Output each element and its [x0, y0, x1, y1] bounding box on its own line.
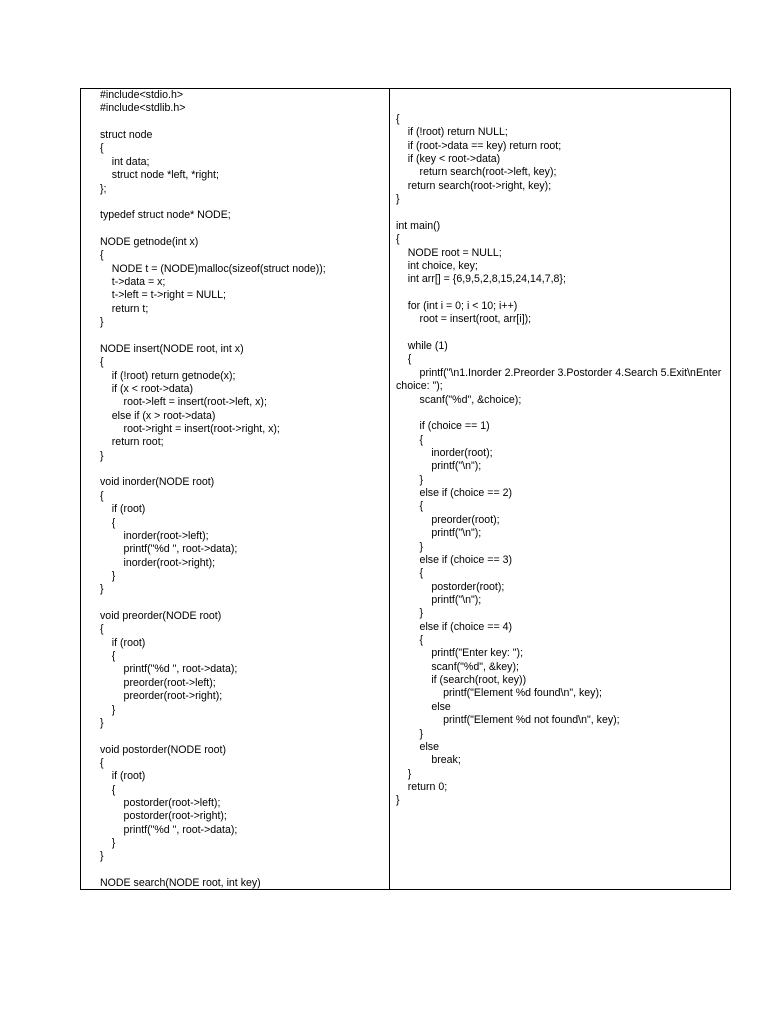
code-line: inorder(root);: [396, 446, 493, 459]
code-line: int choice, key;: [396, 259, 478, 272]
code-line: return root;: [100, 436, 164, 449]
code-line: {: [396, 113, 400, 125]
code-line: else: [396, 700, 451, 713]
code-line: #include<stdio.h>: [100, 89, 184, 101]
code-line: printf("\n");: [396, 527, 482, 540]
code-line: int main(): [396, 219, 441, 232]
code-line: else if (x > root->data): [100, 409, 216, 422]
code-line: root->right = insert(root->right, x);: [100, 422, 280, 435]
code-line: }: [100, 569, 116, 582]
code-line: {: [100, 783, 116, 796]
code-line: int arr[] = {6,9,5,2,8,15,24,14,7,8};: [396, 273, 566, 286]
code-line: printf("\n1.Inorder 2.Preorder 3.Postorder 4.Search 5.Exit\nEnter: [396, 366, 722, 379]
code-line: choice: ");: [396, 380, 443, 393]
code-line: }: [396, 473, 424, 486]
code-line: {: [100, 756, 104, 769]
code-line: [396, 407, 726, 420]
code-line: void postorder(NODE root): [100, 743, 226, 756]
code-line: if (root->data == key) return root;: [396, 139, 562, 152]
code-line: postorder(root->left);: [100, 797, 221, 810]
code-line: if (root): [100, 503, 146, 516]
code-line: scanf("%d", &choice);: [396, 393, 522, 406]
code-line: [100, 463, 389, 476]
code-line: while (1): [396, 340, 448, 353]
code-line: return t;: [100, 302, 149, 315]
code-line: printf("%d ", root->data);: [100, 823, 238, 836]
code-line: [100, 196, 389, 209]
code-line: t->data = x;: [100, 276, 166, 289]
code-line: if (root): [100, 636, 146, 649]
code-line: NODE getnode(int x): [100, 235, 199, 248]
code-line: }: [100, 449, 104, 462]
code-line: }: [100, 837, 116, 850]
code-line: NODE t = (NODE)malloc(sizeof(struct node));: [100, 262, 326, 275]
code-line: printf("%d ", root->data);: [100, 663, 238, 676]
code-line: {: [100, 249, 104, 262]
code-line: {: [396, 433, 424, 446]
code-line: struct node: [100, 129, 153, 142]
code-line: }: [100, 583, 104, 596]
code-line: t->left = t->right = NULL;: [100, 289, 227, 302]
code-line: }: [100, 703, 116, 716]
code-line: }: [396, 540, 424, 553]
code-line: [100, 597, 389, 610]
code-line: }: [396, 767, 412, 780]
code-line: inorder(root->right);: [100, 556, 216, 569]
code-line: break;: [396, 754, 461, 767]
code-line: for (int i = 0; i < 10; i++): [396, 300, 518, 313]
code-line: void inorder(NODE root): [100, 476, 215, 489]
code-line: if (!root) return NULL;: [396, 126, 508, 139]
code-line: {: [396, 500, 424, 513]
code-line: return search(root->left, key);: [396, 166, 557, 179]
code-line: [100, 730, 389, 743]
code-line: if (!root) return getnode(x);: [100, 369, 236, 382]
code-line: typedef struct node* NODE;: [100, 209, 231, 222]
code-line: if (key < root->data): [396, 153, 501, 166]
code-line: [396, 327, 726, 340]
code-line: return 0;: [396, 780, 448, 793]
code-line: }: [100, 850, 104, 863]
code-line: inorder(root->left);: [100, 529, 209, 542]
code-line: }: [100, 316, 104, 329]
code-line: {: [100, 142, 104, 155]
code-line: [396, 207, 726, 220]
code-line: int data;: [100, 155, 150, 168]
code-line: printf("Element %d not found\n", key);: [396, 714, 620, 727]
code-line: [100, 864, 389, 877]
code-line: }: [396, 727, 424, 740]
code-line: {: [100, 516, 116, 529]
code-line: if (x < root->data): [100, 382, 194, 395]
code-line: printf("Enter key: ");: [396, 647, 524, 660]
code-line: root = insert(root, arr[i]);: [396, 313, 532, 326]
code-line: printf("\n");: [396, 593, 482, 606]
code-line: {: [396, 634, 424, 647]
right-code-column: [390, 89, 730, 889]
code-line: printf("\n");: [396, 460, 482, 473]
code-line: else if (choice == 3): [396, 553, 512, 566]
code-line: [100, 116, 389, 129]
code-line: };: [100, 182, 107, 195]
code-line: {: [100, 650, 116, 663]
code-line: if (root): [100, 770, 146, 783]
code-line: }: [100, 716, 104, 729]
code-line: {: [396, 233, 400, 246]
code-line: {: [396, 353, 412, 366]
code-line: #include<stdlib.h>: [100, 102, 186, 115]
code-line: [100, 223, 389, 236]
code-line: NODE search(NODE root, int key): [100, 877, 261, 889]
code-line: preorder(root);: [396, 513, 500, 526]
code-line: postorder(root->right);: [100, 810, 227, 823]
code-line: else if (choice == 4): [396, 620, 512, 633]
code-line: printf("Element %d found\n", key);: [396, 687, 602, 700]
code-line: }: [396, 607, 424, 620]
code-line: if (search(root, key)): [396, 674, 527, 687]
code-line: root->left = insert(root->left, x);: [100, 396, 267, 409]
code-line: }: [396, 193, 400, 206]
code-line: else if (choice == 2): [396, 487, 512, 500]
code-line: return search(root->right, key);: [396, 179, 552, 192]
code-line: preorder(root->right);: [100, 690, 223, 703]
code-line: if (choice == 1): [396, 420, 490, 433]
code-line: else: [396, 740, 439, 753]
code-line: scanf("%d", &key);: [396, 660, 519, 673]
code-line: NODE insert(NODE root, int x): [100, 342, 244, 355]
code-line: void preorder(NODE root): [100, 610, 222, 623]
code-line: [396, 287, 726, 300]
left-code-column: [81, 89, 390, 889]
code-line: }: [396, 794, 400, 807]
code-table: [80, 88, 731, 890]
code-line: printf("%d ", root->data);: [100, 543, 238, 556]
code-line: postorder(root);: [396, 580, 505, 593]
code-line: {: [396, 567, 424, 580]
code-line: NODE root = NULL;: [396, 246, 502, 259]
code-line: {: [100, 356, 104, 369]
code-line: {: [100, 489, 104, 502]
code-line: [100, 329, 389, 342]
code-line: preorder(root->left);: [100, 676, 216, 689]
code-line: struct node *left, *right;: [100, 169, 219, 182]
code-line: {: [100, 623, 104, 636]
